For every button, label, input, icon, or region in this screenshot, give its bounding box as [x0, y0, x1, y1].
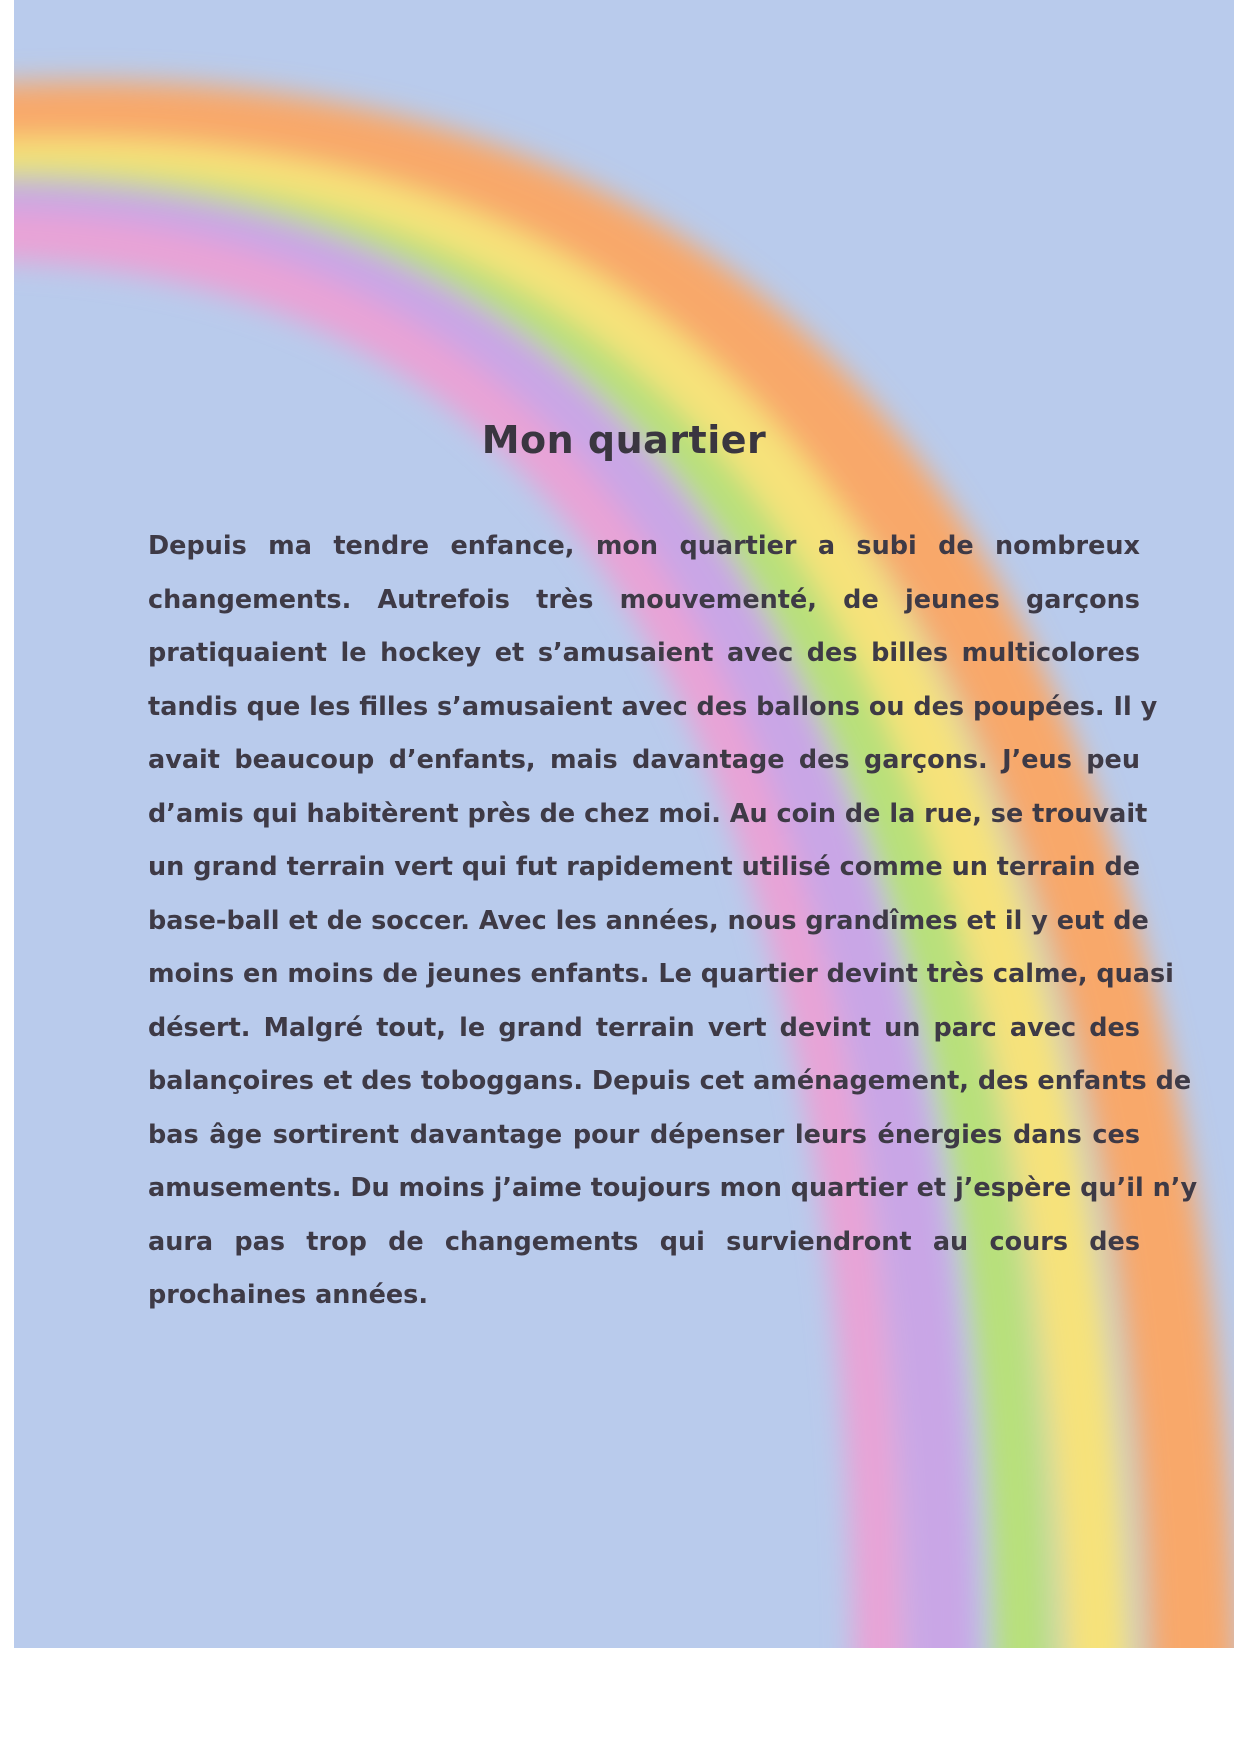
paragraph-line: avait beaucoup d’enfants, mais davantage des garçons. J’eus peu: [148, 745, 1140, 775]
paragraph-line: d’amis qui habitèrent près de chez moi. Au coin de la rue, se trouvait: [148, 798, 1148, 829]
paragraph-line: tandis que les filles s’amusaient avec des ballons ou des poupées. Il y: [148, 691, 1158, 722]
paragraph-line: changements. Autrefois très mouvementé, de jeunes garçons: [148, 584, 1140, 615]
paragraph-line: base-ball et de soccer. Avec les années, nous grandîmes et il y eut de: [148, 905, 1149, 936]
paragraph-line: balançoires et des toboggans. Depuis cet aménagement, des enfants de: [148, 1066, 1192, 1096]
paragraph-line: pratiquaient le hockey et s’amusaient avec des billes multicolores: [148, 638, 1140, 668]
paper-sheet: [14, 0, 1234, 1648]
paragraph-line: désert. Malgré tout, le grand terrain vert devint un parc avec des: [148, 1012, 1140, 1043]
paragraph-line: bas âge sortirent davantage pour dépenser leurs énergies dans ces: [148, 1119, 1140, 1150]
essay-paragraph: [148, 520, 1198, 1323]
paragraph-line: un grand terrain vert qui fut rapidement utilisé comme un terrain de: [148, 852, 1140, 882]
paragraph-line: Depuis ma tendre enfance, mon quartier a subi de nombreux: [148, 531, 1140, 561]
paragraph-line: moins en moins de jeunes enfants. Le quartier devint très calme, quasi: [148, 959, 1174, 989]
paragraph-line: amusements. Du moins j’aime toujours mon quartier et j’espère qu’il n’y: [148, 1173, 1198, 1203]
paragraph-line: prochaines années.: [148, 1280, 429, 1310]
page-title: Mon quartier: [481, 418, 767, 462]
paragraph-line: aura pas trop de changements qui surviendront au cours des: [148, 1226, 1140, 1257]
